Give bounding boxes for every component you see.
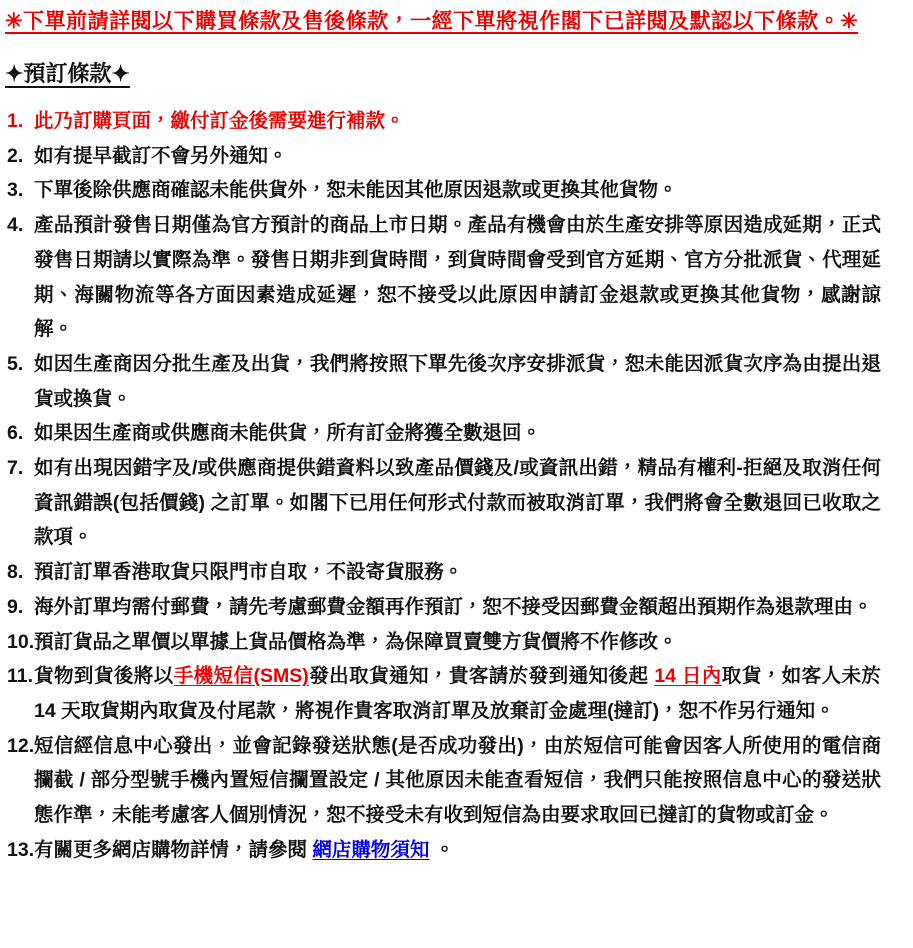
term-item-12	[5, 729, 881, 833]
term-text: 此乃訂購頁面，繳付訂金後需要進行補款。	[34, 110, 405, 132]
term-number: 5.	[7, 352, 24, 375]
term-item-3	[5, 173, 881, 208]
term-item-8	[5, 555, 881, 590]
term-number: 9.	[7, 595, 24, 618]
term-text: 短信經信息中心發出，並會記錄發送狀態(是否成功發出)，由於短信可能會因客人所使用的電信商攔截 / 部分型號手機內置短信攔置設定 / 其他原因未能查看短信，我們只能按照信息中心的發送狀態作準，未能考慮客人個別情況，恕不接受未有收到短信為由要求取回已撻訂的貨物或訂金。	[34, 734, 881, 827]
term-item-6	[5, 416, 881, 451]
term-item-4	[5, 208, 881, 347]
term-number: 2.	[7, 144, 24, 167]
term-item-5	[5, 347, 881, 416]
term-item-7	[5, 451, 881, 555]
term-item-1	[5, 104, 881, 139]
pickup-deadline-emphasis: 14 日內	[654, 665, 722, 688]
term-text: 取貨，如客人未於 14 天取貨期內取貨及付尾款，將視作貴客取消訂單及放棄訂金處理(撻訂)，恕不作另行通知。	[34, 665, 881, 722]
term-number: 10.	[7, 630, 35, 653]
term-number: 3.	[7, 179, 24, 202]
term-text: 貨物到貨後將以	[34, 665, 174, 688]
term-item-9	[5, 590, 881, 625]
term-text: 如有出現因錯字及/或供應商提供錯資料以致產品價錢及/或資訊出錯，精品有權利-拒絕及取消任何資訊錯誤(包括價錢) 之訂單。如閣下已用任何形式付款而被取消訂單，我們將會全數退回已收取之款項。	[34, 457, 881, 549]
term-item-2	[5, 139, 881, 174]
term-number: 4.	[7, 214, 24, 237]
term-number: 11.	[7, 665, 34, 688]
term-text: 產品預計發售日期僅為官方預計的商品上市日期。產品有機會由於生產安排等原因造成延期，正式發售日期請以實際為準。發售日期非到貨時間，到貨時間會受到官方延期、官方分批派貨、代理延期、海關物流等各方面因素造成延遲，恕不接受以此原因申請訂金退款或更換其他貨物，感謝諒解。	[34, 214, 881, 341]
term-text: 有關更多網店購物詳情，請參閱	[34, 838, 313, 861]
term-text: 如因生產商因分批生產及出貨，我們將按照下單先後次序安排派貨，恕未能因派貨次序為由提出退貨或換貨。	[34, 352, 881, 410]
term-text: 如果因生產商或供應商未能供貨，所有訂金將獲全數退回。	[34, 422, 542, 445]
term-text: 海外訂單均需付郵費，請先考慮郵費金額再作預訂，恕不接受因郵費金額超出預期作為退款理由。	[34, 595, 873, 618]
term-number: 12.	[7, 734, 35, 757]
section-title: ✦預訂條款✦	[5, 61, 130, 86]
shop-notice-link[interactable]: 網店購物須知	[312, 838, 430, 861]
term-text: 。	[429, 838, 455, 861]
term-number: 6.	[7, 422, 24, 445]
term-text: 如有提早截訂不會另外通知。	[34, 144, 288, 167]
term-item-13	[5, 833, 881, 868]
term-number: 13.	[7, 838, 35, 861]
term-item-11	[5, 659, 881, 728]
term-number: 1.	[7, 110, 24, 132]
sms-notice-emphasis: 手機短信(SMS)	[173, 665, 309, 688]
term-text: 預訂訂單香港取貨只限門市自取，不設寄貨服務。	[34, 561, 464, 584]
term-text: 發出取貨通知，貴客請於發到通知後起	[308, 665, 655, 688]
term-text: 預訂貨品之單價以單據上貨品價格為準，為保障買賣雙方貨價將不作修改。	[34, 630, 678, 653]
term-item-10	[5, 625, 881, 660]
term-number: 8.	[7, 561, 24, 584]
term-text: 下單後除供應商確認未能供貨外，恕未能因其他原因退款或更換其他貨物。	[34, 179, 678, 202]
terms-list	[5, 104, 905, 867]
header-warning: ✳下單前請詳閱以下購買條款及售後條款，一經下單將視作閣下已詳閱及默認以下條款。✳	[5, 10, 859, 33]
term-number: 7.	[7, 457, 24, 480]
